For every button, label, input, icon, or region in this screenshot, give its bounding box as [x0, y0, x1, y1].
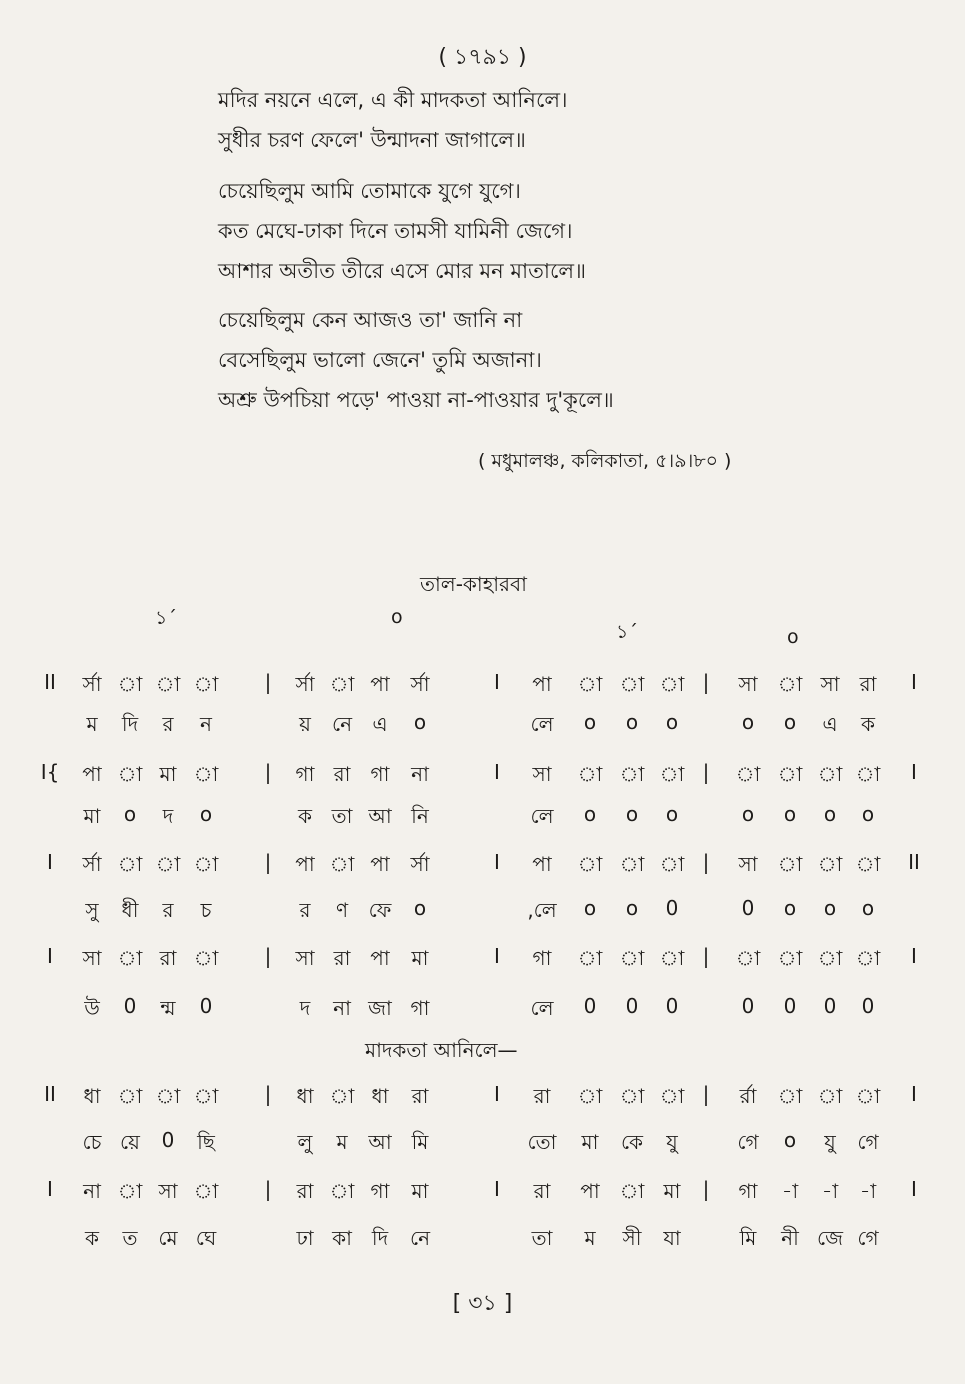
- swara-row: [0, 760, 965, 800]
- bar-line: I: [47, 944, 53, 968]
- lyric-syllable: র: [162, 712, 174, 736]
- lyric-syllable: o: [583, 896, 597, 920]
- lyric-syllable: গা: [410, 996, 430, 1020]
- lyric-syllable: লে: [530, 804, 554, 828]
- swara-note: র্সা: [82, 672, 102, 696]
- bar-line: |: [702, 670, 710, 694]
- swara-note: া: [193, 852, 219, 876]
- lyric-syllable: o: [665, 710, 679, 734]
- swara-note: া: [193, 1179, 219, 1203]
- swara-note: র্সা: [82, 852, 102, 876]
- bar-line: I: [911, 760, 917, 784]
- swara-note: া: [777, 1084, 803, 1108]
- lyric-syllable: o: [823, 896, 837, 920]
- bar-line: I: [494, 944, 500, 968]
- lyric-syllable: o: [665, 802, 679, 826]
- lyric-syllable: মে: [158, 1226, 178, 1250]
- lyric-syllable: আ: [368, 804, 392, 828]
- lyric-syllable: লু: [297, 1130, 313, 1154]
- swara-note: সা: [820, 672, 840, 696]
- lyric-syllable: লে: [530, 712, 554, 736]
- lyric-syllable: চে: [82, 1130, 102, 1154]
- swara-note: গা: [532, 946, 552, 970]
- swara-note: া: [117, 946, 143, 970]
- lyric-line: চেয়েছিলুম আমি তোমাকে যুগে যুগে।: [218, 179, 521, 203]
- swara-note: া: [659, 672, 685, 696]
- lyric-syllable: জে: [816, 1226, 843, 1250]
- swara-note: রা: [533, 1179, 551, 1203]
- lyric-syllable: মা: [581, 1130, 599, 1154]
- lyric-syllable: 0: [741, 896, 755, 920]
- swara-note: রা: [159, 946, 177, 970]
- lyric-syllable: জা: [368, 996, 392, 1020]
- swara-note: া: [735, 762, 761, 786]
- swara-note: া: [817, 946, 843, 970]
- lyric-syllable: o: [625, 896, 639, 920]
- swara-note: র্সা: [410, 852, 430, 876]
- swara-note: পা: [580, 1179, 600, 1203]
- swara-note: া: [777, 762, 803, 786]
- swara-note: া: [659, 1084, 685, 1108]
- lyric-syllable: লে: [530, 996, 554, 1020]
- bar-line: I: [47, 1177, 53, 1201]
- swara-note: রা: [333, 762, 351, 786]
- lyric-syllable: o: [625, 710, 639, 734]
- swara-note: া: [577, 1084, 603, 1108]
- swara-note: পা: [370, 672, 390, 696]
- lyric-syllable-row: [0, 896, 965, 936]
- lyric-syllable: র: [162, 898, 174, 922]
- bar-line: I: [494, 670, 500, 694]
- swara-note: া: [855, 946, 881, 970]
- lyric-syllable: ক: [861, 712, 875, 736]
- lyric-syllable: এ: [372, 712, 388, 736]
- lyric-line: মদির নয়নে এলে, এ কী মাদকতা আনিলে।: [218, 88, 568, 112]
- swara-note: -া: [859, 1179, 877, 1203]
- swara-note: া: [855, 1084, 881, 1108]
- bar-line: |: [264, 670, 272, 694]
- swara-note: পা: [82, 762, 102, 786]
- lyric-syllable: য়ে: [120, 1130, 140, 1154]
- bar-line: |: [264, 944, 272, 968]
- lyric-syllable: 0: [583, 994, 597, 1018]
- swara-note: া: [577, 762, 603, 786]
- page-number: [ ৩১ ]: [452, 1291, 513, 1316]
- lyric-syllable: চ: [200, 898, 212, 922]
- bar-line: |: [702, 760, 710, 784]
- swara-note: র্সা: [410, 672, 430, 696]
- bar-line: |: [264, 1177, 272, 1201]
- swara-note: পা: [295, 852, 315, 876]
- lyric-syllable: কে: [620, 1130, 644, 1154]
- lyric-syllable-row: [0, 994, 965, 1034]
- lyric-syllable: মা: [83, 804, 101, 828]
- bar-line: I: [494, 850, 500, 874]
- swara-note: গা: [370, 762, 390, 786]
- bar-line: I: [911, 1082, 917, 1106]
- swara-note: া: [193, 672, 219, 696]
- swara-note: মা: [159, 762, 177, 786]
- swara-note: -া: [781, 1179, 799, 1203]
- beat-marker: o: [787, 626, 799, 648]
- swara-row: [0, 1082, 965, 1122]
- lyric-line: কত মেঘে-ঢাকা দিনে তামসী যামিনী জেগে।: [218, 219, 573, 243]
- lyric-syllable: তো: [527, 1130, 557, 1154]
- lyric-syllable: o: [783, 1128, 797, 1152]
- lyric-syllable: o: [861, 802, 875, 826]
- bar-line: |: [702, 850, 710, 874]
- bar-line: I{: [40, 760, 60, 784]
- bar-line: I: [494, 1082, 500, 1106]
- lyric-syllable: নি: [411, 804, 429, 828]
- swara-note: া: [155, 672, 181, 696]
- swara-note: া: [117, 1179, 143, 1203]
- lyric-syllable: o: [413, 896, 427, 920]
- swara-note: ধা: [296, 1084, 314, 1108]
- swara-note: া: [117, 1084, 143, 1108]
- swara-note: া: [155, 1084, 181, 1108]
- lyric-syllable: এ: [822, 712, 838, 736]
- swara-note: া: [817, 1084, 843, 1108]
- swara-note: মা: [411, 946, 429, 970]
- beat-marker: o: [391, 606, 403, 628]
- swara-note: পা: [370, 946, 390, 970]
- lyric-syllable: ম: [584, 1226, 596, 1250]
- swara-note: া: [855, 852, 881, 876]
- lyric-line: সুধীর চরণ ফেলে' উন্মাদনা জাগালে॥: [218, 128, 526, 152]
- swara-note: না: [411, 762, 429, 786]
- bar-line: |: [702, 1082, 710, 1106]
- bar-line: |: [702, 1177, 710, 1201]
- swara-note: র্রা: [739, 1084, 757, 1108]
- swara-note: া: [329, 1179, 355, 1203]
- lyric-syllable: o: [123, 802, 137, 826]
- lyric-syllable: 0: [861, 994, 875, 1018]
- swara-note: া: [777, 672, 803, 696]
- taal-title: তাল-কাহারবা: [420, 572, 527, 596]
- lyric-syllable: আ: [368, 1130, 392, 1154]
- lyric-syllable: 0: [741, 994, 755, 1018]
- song-number-header: ( ১৭৯১ ): [438, 45, 527, 70]
- lyric-syllable: o: [199, 802, 213, 826]
- swara-note: গা: [738, 1179, 758, 1203]
- swara-note: সা: [82, 946, 102, 970]
- lyric-syllable: নে: [331, 712, 353, 736]
- swara-note: া: [619, 852, 645, 876]
- lyric-syllable: দ: [299, 996, 311, 1020]
- section-subheading: মাদকতা আনিলে—: [365, 1038, 518, 1062]
- swara-note: া: [329, 1084, 355, 1108]
- lyric-syllable: তা: [531, 1226, 553, 1250]
- lyric-syllable: ত: [122, 1226, 138, 1250]
- bar-line: I: [911, 1177, 917, 1201]
- lyric-syllable-row: [0, 1224, 965, 1264]
- lyric-syllable: গে: [737, 1130, 759, 1154]
- swara-note: া: [735, 946, 761, 970]
- lyric-syllable: সু: [85, 898, 99, 922]
- lyric-syllable: 0: [199, 994, 213, 1018]
- lyric-syllable: o: [861, 896, 875, 920]
- lyric-syllable: 0: [783, 994, 797, 1018]
- swara-note: া: [777, 946, 803, 970]
- lyric-syllable: নী: [781, 1226, 799, 1250]
- lyric-syllable: 0: [665, 994, 679, 1018]
- swara-note: া: [193, 762, 219, 786]
- swara-note: া: [777, 852, 803, 876]
- swara-note: া: [619, 1084, 645, 1108]
- swara-note: রা: [411, 1084, 429, 1108]
- swara-note: পা: [532, 672, 552, 696]
- lyric-syllable: ছি: [197, 1130, 215, 1154]
- lyric-syllable: যু: [666, 1130, 678, 1154]
- swara-note: পা: [532, 852, 552, 876]
- lyric-syllable: 0: [625, 994, 639, 1018]
- lyric-syllable: o: [625, 802, 639, 826]
- swara-note: া: [855, 762, 881, 786]
- swara-note: া: [619, 946, 645, 970]
- swara-note: া: [117, 762, 143, 786]
- lyric-syllable: কা: [332, 1226, 352, 1250]
- lyric-syllable: দি: [121, 712, 139, 736]
- swara-note: া: [619, 672, 645, 696]
- swara-note: সা: [738, 852, 758, 876]
- beat-marker: ১´: [155, 607, 177, 629]
- swara-note: সা: [158, 1179, 178, 1203]
- swara-note: া: [817, 852, 843, 876]
- lyric-syllable: ণ: [335, 898, 349, 922]
- lyric-syllable: ঢা: [296, 1226, 314, 1250]
- swara-note: া: [659, 762, 685, 786]
- swara-note: মা: [663, 1179, 681, 1203]
- lyric-syllable: ,লে: [527, 898, 557, 922]
- lyric-syllable-row: [0, 710, 965, 750]
- lyric-syllable: যু: [824, 1130, 836, 1154]
- swara-note: া: [577, 946, 603, 970]
- swara-note: া: [659, 946, 685, 970]
- lyric-line: আশার অতীত তীরে এসে মোর মন মাতালে॥: [218, 259, 586, 283]
- lyric-syllable: o: [741, 802, 755, 826]
- lyric-syllable: গে: [857, 1226, 879, 1250]
- swara-note: া: [577, 852, 603, 876]
- swara-note: র্সা: [295, 672, 315, 696]
- lyric-syllable: দি: [371, 1226, 389, 1250]
- lyric-syllable: ন্ম: [160, 996, 176, 1020]
- lyric-syllable: ক: [298, 804, 312, 828]
- swara-note: রা: [296, 1179, 314, 1203]
- bar-line: II: [44, 670, 56, 694]
- swara-note: া: [193, 1084, 219, 1108]
- beat-marker: ১´: [616, 621, 638, 643]
- swara-note: া: [619, 762, 645, 786]
- lyric-syllable: ন: [200, 712, 212, 736]
- lyric-syllable: o: [583, 710, 597, 734]
- swara-note: ধা: [371, 1084, 389, 1108]
- lyric-syllable: তা: [331, 804, 353, 828]
- lyric-syllable: নে: [409, 1226, 431, 1250]
- swara-note: রা: [333, 946, 351, 970]
- lyric-syllable: 0: [123, 994, 137, 1018]
- swara-row: [0, 1177, 965, 1217]
- lyric-syllable: ম: [336, 1130, 348, 1154]
- lyric-syllable: যা: [663, 1226, 681, 1250]
- bar-line: I: [911, 944, 917, 968]
- lyric-line: বেসেছিলুম ভালো জেনে' তুমি অজানা।: [218, 348, 542, 372]
- lyric-syllable: 0: [665, 896, 679, 920]
- lyric-syllable: মি: [739, 1226, 757, 1250]
- swara-row: [0, 670, 965, 710]
- lyric-syllable: 0: [161, 1128, 175, 1152]
- lyric-line: চেয়েছিলুম কেন আজও তা' জানি না: [218, 308, 523, 332]
- lyric-syllable: ধী: [121, 898, 139, 922]
- swara-note: া: [117, 852, 143, 876]
- lyric-syllable-row: [0, 802, 965, 842]
- swara-note: -া: [821, 1179, 839, 1203]
- bar-line: |: [702, 944, 710, 968]
- swara-note: া: [659, 852, 685, 876]
- swara-note: গা: [370, 1179, 390, 1203]
- swara-row: [0, 850, 965, 890]
- swara-note: া: [619, 1179, 645, 1203]
- lyric-syllable: ক: [85, 1226, 99, 1250]
- bar-line: II: [908, 850, 920, 874]
- swara-note: পা: [370, 852, 390, 876]
- bar-line: I: [494, 760, 500, 784]
- source-credit: ( মধুমালঞ্চ, কলিকাতা, ৫।৯।৮০ ): [478, 450, 732, 472]
- bar-line: I: [911, 670, 917, 694]
- bar-line: |: [264, 760, 272, 784]
- lyric-syllable: o: [413, 710, 427, 734]
- bar-line: |: [264, 1082, 272, 1106]
- lyric-syllable: উ: [84, 996, 100, 1020]
- lyric-syllable: না: [333, 996, 351, 1020]
- bar-line: II: [44, 1082, 56, 1106]
- lyric-syllable: o: [783, 896, 797, 920]
- lyric-syllable: 0: [823, 994, 837, 1018]
- swara-row: [0, 944, 965, 984]
- swara-note: গা: [295, 762, 315, 786]
- swara-note: া: [155, 852, 181, 876]
- lyric-syllable: গে: [857, 1130, 879, 1154]
- swara-note: না: [83, 1179, 101, 1203]
- lyric-syllable: মি: [411, 1130, 429, 1154]
- lyric-syllable: সী: [622, 1226, 642, 1250]
- swara-note: সা: [295, 946, 315, 970]
- lyric-syllable: o: [783, 710, 797, 734]
- lyric-syllable: ম: [86, 712, 98, 736]
- swara-note: া: [329, 852, 355, 876]
- swara-note: রা: [859, 672, 877, 696]
- lyric-syllable: o: [741, 710, 755, 734]
- lyric-syllable: দ: [162, 804, 174, 828]
- swara-note: া: [117, 672, 143, 696]
- lyric-syllable: র: [299, 898, 311, 922]
- swara-note: মা: [411, 1179, 429, 1203]
- bar-line: |: [264, 850, 272, 874]
- lyric-syllable: ঘে: [195, 1226, 217, 1250]
- lyric-syllable: o: [823, 802, 837, 826]
- swara-note: া: [577, 672, 603, 696]
- swara-note: ধা: [83, 1084, 101, 1108]
- lyric-syllable: o: [783, 802, 797, 826]
- swara-note: সা: [532, 762, 552, 786]
- swara-note: া: [193, 946, 219, 970]
- lyric-syllable: ফে: [368, 898, 392, 922]
- lyric-syllable: য়: [299, 712, 311, 736]
- lyric-syllable-row: [0, 1128, 965, 1168]
- lyric-line: অশ্রু উপচিয়া পড়ে' পাওয়া না-পাওয়ার দু'কূলে॥: [218, 388, 614, 412]
- swara-note: া: [817, 762, 843, 786]
- swara-note: া: [329, 672, 355, 696]
- swara-note: রা: [533, 1084, 551, 1108]
- swara-note: সা: [738, 672, 758, 696]
- lyric-syllable: o: [583, 802, 597, 826]
- bar-line: I: [494, 1177, 500, 1201]
- bar-line: I: [47, 850, 53, 874]
